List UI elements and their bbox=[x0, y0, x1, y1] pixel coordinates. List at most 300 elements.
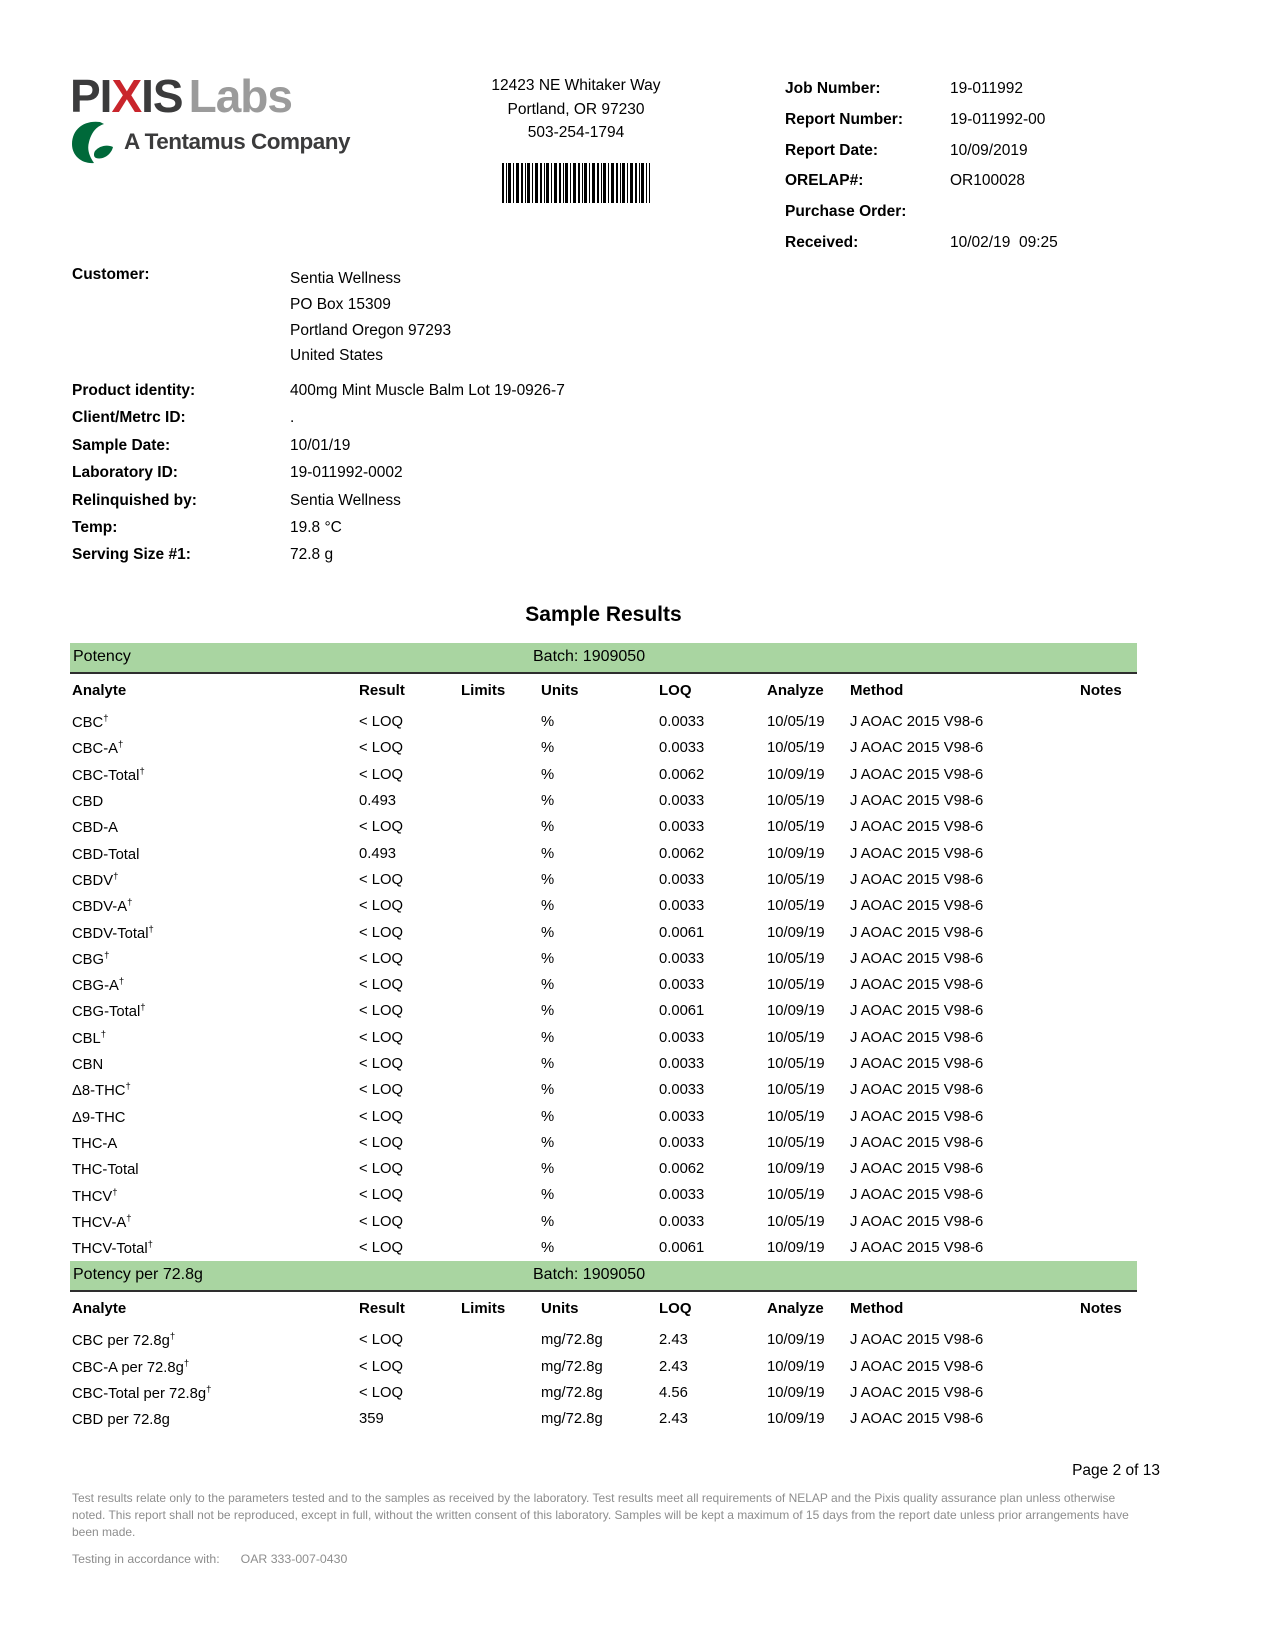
sample-info-value: 19-011992-0002 bbox=[290, 464, 403, 482]
sample-info-row bbox=[72, 459, 565, 486]
sample-info-row bbox=[72, 404, 565, 431]
cell-loq: 0.0061 bbox=[659, 1003, 705, 1020]
barcode-image bbox=[502, 163, 650, 203]
column-header-units: Units bbox=[541, 1300, 579, 1318]
table-row bbox=[70, 919, 1137, 945]
cell-analyte: CBD-A bbox=[72, 820, 119, 837]
customer-section bbox=[72, 266, 451, 369]
cell-result: < LOQ bbox=[359, 1056, 404, 1072]
cell-limits bbox=[461, 893, 541, 919]
cell-limits bbox=[461, 998, 541, 1024]
cell-loq: 0.0033 bbox=[659, 740, 705, 757]
cell-units: % bbox=[541, 1108, 555, 1125]
table-row bbox=[70, 1103, 1137, 1129]
cell-analyte: CBDV-Total† bbox=[72, 923, 154, 942]
cell-notes bbox=[1080, 972, 1137, 998]
cell-analyte: CBC-Total† bbox=[72, 765, 145, 784]
table-row bbox=[70, 762, 1137, 788]
cell-limits bbox=[461, 1327, 541, 1353]
sample-info-label: Serving Size #1: bbox=[72, 546, 191, 564]
potency-per-serving-batch-label: Batch: 1909050 bbox=[533, 1266, 646, 1284]
cell-analyte: CBD per 72.8g bbox=[72, 1412, 170, 1429]
cell-units: % bbox=[541, 1003, 555, 1020]
cell-loq: 2.43 bbox=[659, 1358, 688, 1375]
cell-method: J AOAC 2015 V98-6 bbox=[850, 1240, 984, 1257]
cell-result: < LOQ bbox=[359, 1332, 404, 1349]
report-info-row bbox=[785, 227, 1115, 258]
cell-loq: 0.0033 bbox=[659, 977, 705, 994]
cell-units: % bbox=[541, 845, 555, 862]
cell-units: mg/72.8g bbox=[541, 1358, 603, 1375]
cell-analyze: 10/09/19 bbox=[767, 1161, 825, 1178]
cell-result: < LOQ bbox=[359, 1108, 404, 1125]
cell-method: J AOAC 2015 V98-6 bbox=[850, 1187, 984, 1204]
column-header-method: Method bbox=[850, 1300, 904, 1318]
accordance-label: Testing in accordance with: bbox=[72, 1552, 220, 1566]
cell-method: J AOAC 2015 V98-6 bbox=[850, 766, 984, 783]
cell-analyze: 10/05/19 bbox=[767, 977, 825, 994]
cell-analyte: CBC per 72.8g† bbox=[72, 1331, 176, 1350]
logo-wordmark bbox=[70, 70, 350, 122]
cell-method: J AOAC 2015 V98-6 bbox=[850, 1056, 984, 1072]
potency-per-serving-table bbox=[70, 1292, 1137, 1432]
cell-analyte: CBDV-A† bbox=[72, 897, 133, 916]
logo-text-pi: PI bbox=[70, 70, 112, 122]
sample-info-value: 72.8 g bbox=[290, 546, 334, 564]
cell-units: % bbox=[541, 714, 555, 731]
column-header-loq: LOQ bbox=[659, 1300, 692, 1318]
cell-limits bbox=[461, 814, 541, 840]
cell-method: J AOAC 2015 V98-6 bbox=[850, 1029, 984, 1046]
cell-result: < LOQ bbox=[359, 1213, 404, 1230]
column-header-analyte: Analyte bbox=[72, 682, 127, 699]
cell-notes bbox=[1080, 1077, 1137, 1103]
cell-method: J AOAC 2015 V98-6 bbox=[850, 950, 984, 967]
report-info-row bbox=[785, 105, 1115, 136]
cell-method: J AOAC 2015 V98-6 bbox=[850, 1411, 984, 1428]
potency-batch-label: Batch: 1909050 bbox=[533, 648, 646, 665]
cell-method: J AOAC 2015 V98-6 bbox=[850, 1134, 984, 1151]
footnote-dagger: † bbox=[103, 713, 109, 725]
customer-address bbox=[290, 266, 451, 369]
cell-loq: 0.0033 bbox=[659, 1029, 705, 1046]
cell-analyze: 10/05/19 bbox=[767, 740, 825, 757]
cell-method: J AOAC 2015 V98-6 bbox=[850, 1161, 984, 1178]
cell-notes bbox=[1080, 735, 1137, 761]
potency-section-band bbox=[70, 643, 1137, 674]
logo-text-is: IS bbox=[141, 70, 183, 122]
table-row bbox=[70, 788, 1137, 814]
sample-info-value: 19.8 °C bbox=[290, 519, 342, 537]
footnote-dagger: † bbox=[112, 1186, 118, 1198]
cell-units: mg/72.8g bbox=[541, 1411, 603, 1428]
cell-analyze: 10/05/19 bbox=[767, 714, 825, 731]
tentamus-leaf-icon bbox=[70, 120, 114, 164]
logo-tagline bbox=[70, 120, 350, 164]
table-row bbox=[70, 1077, 1137, 1103]
table-row bbox=[70, 893, 1137, 919]
cell-analyte: CBL† bbox=[72, 1028, 107, 1047]
footnote-dagger: † bbox=[169, 1331, 176, 1343]
table-row bbox=[70, 1130, 1137, 1156]
report-info bbox=[785, 74, 1115, 258]
lab-address-line2: Portland, OR 97230 bbox=[507, 100, 645, 118]
cell-result: < LOQ bbox=[359, 924, 404, 941]
column-header-limits: Limits bbox=[461, 682, 506, 699]
cell-analyte: Δ8-THC† bbox=[72, 1081, 131, 1100]
customer-address-line: PO Box 15309 bbox=[290, 295, 391, 313]
report-info-value: 19-011992 bbox=[950, 80, 1023, 98]
cell-loq: 2.43 bbox=[659, 1332, 688, 1349]
cell-loq: 0.0033 bbox=[659, 1082, 705, 1099]
cell-method: J AOAC 2015 V98-6 bbox=[850, 793, 984, 810]
sample-info-label: Client/Metrc ID: bbox=[72, 409, 186, 427]
table-row bbox=[70, 1380, 1137, 1406]
cell-units: % bbox=[541, 898, 555, 915]
cell-analyze: 10/05/19 bbox=[767, 1213, 825, 1230]
lab-address-line3: 503-254-1794 bbox=[527, 124, 625, 141]
cell-loq: 2.43 bbox=[659, 1411, 688, 1428]
footnote-dagger: † bbox=[147, 1239, 153, 1251]
customer-address-line: Portland Oregon 97293 bbox=[290, 321, 452, 339]
cell-result: < LOQ bbox=[359, 1029, 404, 1046]
cell-units: % bbox=[541, 1240, 555, 1257]
table-row bbox=[70, 1025, 1137, 1051]
cell-limits bbox=[461, 840, 541, 866]
sample-info-row bbox=[72, 377, 565, 404]
cell-notes bbox=[1080, 1156, 1137, 1182]
report-info-value: 10/02/19 09:25 bbox=[950, 233, 1058, 251]
cell-result: < LOQ bbox=[359, 950, 404, 967]
cell-loq: 4.56 bbox=[659, 1384, 688, 1401]
cell-analyze: 10/05/19 bbox=[767, 898, 825, 915]
report-info-label: Job Number: bbox=[785, 80, 881, 98]
cell-notes bbox=[1080, 867, 1137, 893]
sample-results-section bbox=[70, 602, 1137, 1432]
table-row bbox=[70, 840, 1137, 866]
cell-notes bbox=[1080, 1380, 1137, 1406]
potency-band-title: Potency bbox=[73, 648, 131, 665]
cell-result: < LOQ bbox=[359, 871, 404, 888]
cell-analyte: CBC-Total per 72.8g† bbox=[72, 1384, 212, 1402]
column-header-analyte: Analyte bbox=[72, 1300, 127, 1318]
cell-analyze: 10/09/19 bbox=[767, 924, 825, 941]
cell-units: % bbox=[541, 950, 555, 967]
table-row bbox=[70, 998, 1137, 1024]
cell-loq: 0.0061 bbox=[659, 1240, 705, 1257]
cell-analyte: CBN bbox=[72, 1056, 104, 1073]
cell-loq: 0.0033 bbox=[659, 1108, 705, 1125]
cell-method: J AOAC 2015 V98-6 bbox=[850, 1358, 984, 1375]
cell-notes bbox=[1080, 1354, 1137, 1380]
cell-analyze: 10/09/19 bbox=[767, 1003, 825, 1020]
cell-analyze: 10/05/19 bbox=[767, 1187, 825, 1204]
cell-units: % bbox=[541, 1213, 555, 1230]
cell-method: J AOAC 2015 V98-6 bbox=[850, 1213, 984, 1230]
cell-loq: 0.0033 bbox=[659, 1213, 705, 1230]
cell-limits bbox=[461, 1354, 541, 1380]
report-info-label: Report Number: bbox=[785, 111, 903, 129]
cell-analyze: 10/05/19 bbox=[767, 1134, 825, 1151]
report-info-value: 19-011992-00 bbox=[950, 111, 1046, 129]
cell-analyte: Δ9-THC bbox=[72, 1109, 126, 1126]
cell-loq: 0.0033 bbox=[659, 950, 705, 967]
lab-address bbox=[440, 74, 712, 145]
cell-analyte: CBG† bbox=[72, 949, 110, 968]
cell-limits bbox=[461, 1051, 541, 1077]
cell-limits bbox=[461, 972, 541, 998]
cell-notes bbox=[1080, 1182, 1137, 1208]
cell-units: % bbox=[541, 1056, 555, 1072]
cell-analyze: 10/09/19 bbox=[767, 1332, 825, 1349]
column-header-result: Result bbox=[359, 1300, 405, 1318]
disclaimer-text: Test results relate only to the parameters tested and to the samples as received by the laboratory. Test results meet all requirements of NELAP and the Pixis quality assurance plan unless otherwise noted. This report shall not be reproduced, except in full, without the written consent of this laboratory. Samples will be kept a maximum of 15 days from the report date unless prior arrangements have been made. bbox=[72, 1491, 1129, 1540]
sample-info-label: Laboratory ID: bbox=[72, 464, 178, 482]
cell-analyze: 10/09/19 bbox=[767, 845, 825, 862]
cell-analyze: 10/09/19 bbox=[767, 1358, 825, 1375]
cell-result: < LOQ bbox=[359, 1384, 404, 1401]
potency-per-serving-band bbox=[70, 1261, 1137, 1292]
cell-result: < LOQ bbox=[359, 1003, 404, 1020]
page-number: Page 2 of 13 bbox=[1072, 1462, 1160, 1479]
column-header-notes: Notes bbox=[1080, 682, 1122, 699]
cell-result: < LOQ bbox=[359, 714, 404, 731]
cell-limits bbox=[461, 709, 541, 735]
cell-loq: 0.0062 bbox=[659, 845, 705, 862]
cell-result: 0.493 bbox=[359, 845, 397, 862]
cell-notes bbox=[1080, 998, 1137, 1024]
table-row bbox=[70, 1327, 1137, 1353]
table-row bbox=[70, 735, 1137, 761]
cell-result: < LOQ bbox=[359, 1187, 404, 1204]
potency-per-serving-band-title: Potency per 72.8g bbox=[73, 1266, 203, 1284]
footnote-dagger: † bbox=[118, 739, 124, 751]
cell-result: < LOQ bbox=[359, 1161, 404, 1178]
cell-analyze: 10/05/19 bbox=[767, 1029, 825, 1046]
report-info-value: OR100028 bbox=[950, 172, 1025, 190]
cell-method: J AOAC 2015 V98-6 bbox=[850, 1003, 984, 1020]
cell-method: J AOAC 2015 V98-6 bbox=[850, 898, 984, 915]
table-row bbox=[70, 946, 1137, 972]
cell-limits bbox=[461, 1235, 541, 1261]
table-row bbox=[70, 1156, 1137, 1182]
footnote-dagger: † bbox=[118, 976, 125, 988]
cell-method: J AOAC 2015 V98-6 bbox=[850, 714, 984, 731]
cell-analyte: CBC-A† bbox=[72, 739, 124, 758]
cell-units: % bbox=[541, 924, 555, 941]
cell-analyte: THCV-Total† bbox=[72, 1239, 153, 1258]
cell-analyte: CBDV† bbox=[72, 870, 119, 889]
footnote-dagger: † bbox=[139, 765, 145, 777]
report-info-label: ORELAP#: bbox=[785, 172, 864, 190]
cell-method: J AOAC 2015 V98-6 bbox=[850, 819, 984, 836]
cell-analyte: CBD-Total bbox=[72, 846, 140, 863]
sample-info-value: Sentia Wellness bbox=[290, 491, 401, 509]
footnote-dagger: † bbox=[127, 897, 133, 909]
cell-units: % bbox=[541, 793, 555, 810]
cell-result: < LOQ bbox=[359, 819, 404, 836]
footnote-dagger: † bbox=[113, 870, 119, 882]
footnote-dagger: † bbox=[140, 1002, 146, 1014]
cell-notes bbox=[1080, 1209, 1137, 1235]
cell-result: < LOQ bbox=[359, 1240, 404, 1257]
cell-limits bbox=[461, 788, 541, 814]
report-info-row bbox=[785, 166, 1115, 197]
cell-analyte: THCV† bbox=[72, 1186, 118, 1205]
report-info-row bbox=[785, 74, 1115, 105]
cell-units: % bbox=[541, 766, 555, 783]
cell-method: J AOAC 2015 V98-6 bbox=[850, 1082, 984, 1099]
cell-loq: 0.0033 bbox=[659, 1056, 705, 1072]
cell-analyte: THC-A bbox=[72, 1135, 118, 1152]
cell-units: % bbox=[541, 1187, 555, 1204]
cell-loq: 0.0033 bbox=[659, 1134, 705, 1151]
cell-limits bbox=[461, 1103, 541, 1129]
logo-text-x: X bbox=[111, 70, 142, 122]
sample-info-row bbox=[72, 514, 565, 541]
table-row bbox=[70, 1406, 1137, 1432]
footnote-dagger: † bbox=[104, 949, 110, 961]
sample-info-value: 10/01/19 bbox=[290, 436, 351, 454]
cell-limits bbox=[461, 1025, 541, 1051]
footnote-dagger: † bbox=[125, 1081, 131, 1093]
cell-notes bbox=[1080, 1103, 1137, 1129]
table-row bbox=[70, 972, 1137, 998]
cell-analyte: CBG-Total† bbox=[72, 1002, 146, 1021]
pixis-labs-logo bbox=[70, 70, 351, 164]
testing-accordance bbox=[72, 1552, 347, 1566]
cell-result: < LOQ bbox=[359, 1082, 404, 1099]
customer-label: Customer: bbox=[72, 266, 150, 283]
cell-analyze: 10/09/19 bbox=[767, 1240, 825, 1257]
cell-analyze: 10/05/19 bbox=[767, 1056, 825, 1072]
cell-analyze: 10/09/19 bbox=[767, 766, 825, 783]
logo-text-labs: Labs bbox=[188, 70, 292, 122]
column-header-analyze: Analyze bbox=[767, 1300, 824, 1318]
cell-units: mg/72.8g bbox=[541, 1384, 603, 1401]
cell-units: % bbox=[541, 1029, 555, 1046]
sample-info-label: Relinquished by: bbox=[72, 491, 197, 509]
sample-info-value: 400mg Mint Muscle Balm Lot 19-0926-7 bbox=[290, 382, 565, 399]
cell-limits bbox=[461, 1130, 541, 1156]
cell-analyte: CBD bbox=[72, 794, 104, 810]
report-info-label: Purchase Order: bbox=[785, 203, 907, 221]
cell-method: J AOAC 2015 V98-6 bbox=[850, 977, 984, 994]
column-header-analyze: Analyze bbox=[767, 682, 824, 699]
table-header-row bbox=[70, 1292, 1137, 1327]
table-row bbox=[70, 1235, 1137, 1261]
cell-loq: 0.0061 bbox=[659, 924, 705, 941]
sample-info-value: . bbox=[290, 409, 295, 427]
footnote-dagger: † bbox=[126, 1212, 132, 1224]
cell-result: < LOQ bbox=[359, 1134, 404, 1151]
cell-loq: 0.0033 bbox=[659, 714, 705, 731]
customer-address-line: United States bbox=[290, 347, 384, 365]
table-row bbox=[70, 1354, 1137, 1380]
cell-notes bbox=[1080, 840, 1137, 866]
cell-units: % bbox=[541, 740, 555, 757]
sample-info-section bbox=[72, 377, 565, 569]
cell-method: J AOAC 2015 V98-6 bbox=[850, 740, 984, 757]
cell-limits bbox=[461, 1406, 541, 1432]
cell-limits bbox=[461, 735, 541, 761]
cell-limits bbox=[461, 1077, 541, 1103]
cell-analyte: THC-Total bbox=[72, 1162, 139, 1179]
footnote-dagger: † bbox=[148, 923, 154, 935]
cell-notes bbox=[1080, 709, 1137, 735]
cell-analyte: CBC† bbox=[72, 713, 109, 732]
cell-limits bbox=[461, 762, 541, 788]
cell-analyze: 10/09/19 bbox=[767, 1384, 825, 1401]
cell-loq: 0.0062 bbox=[659, 766, 705, 783]
cell-result: < LOQ bbox=[359, 977, 404, 994]
column-header-method: Method bbox=[850, 682, 904, 699]
cell-notes bbox=[1080, 946, 1137, 972]
cell-analyte: THCV-A† bbox=[72, 1212, 132, 1231]
cell-loq: 0.0062 bbox=[659, 1161, 705, 1178]
cell-limits bbox=[461, 1209, 541, 1235]
accordance-value: OAR 333-007-0430 bbox=[240, 1552, 348, 1566]
column-header-loq: LOQ bbox=[659, 682, 692, 699]
cell-limits bbox=[461, 1156, 541, 1182]
cell-analyte: CBC-A per 72.8g† bbox=[72, 1357, 190, 1376]
cell-result: < LOQ bbox=[359, 766, 404, 783]
cell-result: < LOQ bbox=[359, 1358, 404, 1375]
sample-info-label: Sample Date: bbox=[72, 436, 171, 454]
table-row bbox=[70, 1209, 1137, 1235]
cell-result: 0.493 bbox=[359, 793, 397, 810]
table-row bbox=[70, 1182, 1137, 1208]
cell-method: J AOAC 2015 V98-6 bbox=[850, 845, 984, 862]
column-header-units: Units bbox=[541, 682, 579, 699]
cell-limits bbox=[461, 1380, 541, 1406]
footnote-dagger: † bbox=[183, 1357, 190, 1369]
cell-limits bbox=[461, 1182, 541, 1208]
cell-analyze: 10/05/19 bbox=[767, 1082, 825, 1099]
report-info-label: Received: bbox=[785, 233, 859, 251]
section-title: Sample Results bbox=[525, 603, 682, 626]
cell-units: % bbox=[541, 977, 555, 994]
sample-info-row bbox=[72, 487, 565, 514]
cell-notes bbox=[1080, 919, 1137, 945]
cell-units: % bbox=[541, 1082, 555, 1099]
cell-limits bbox=[461, 867, 541, 893]
cell-loq: 0.0033 bbox=[659, 898, 705, 915]
cell-notes bbox=[1080, 788, 1137, 814]
sample-info-label: Temp: bbox=[72, 519, 118, 537]
cell-result: < LOQ bbox=[359, 740, 404, 757]
cell-analyze: 10/05/19 bbox=[767, 871, 825, 888]
report-info-row bbox=[785, 135, 1115, 166]
table-row bbox=[70, 709, 1137, 735]
table-row bbox=[70, 867, 1137, 893]
cell-notes bbox=[1080, 762, 1137, 788]
sample-info-label: Product identity: bbox=[72, 382, 196, 399]
cell-units: % bbox=[541, 871, 555, 888]
cell-analyte: CBG-A† bbox=[72, 976, 125, 995]
cell-analyze: 10/09/19 bbox=[767, 1411, 825, 1428]
sample-info-row bbox=[72, 432, 565, 459]
cell-limits bbox=[461, 946, 541, 972]
report-info-row bbox=[785, 197, 1115, 228]
column-header-limits: Limits bbox=[461, 1300, 506, 1318]
cell-units: % bbox=[541, 819, 555, 836]
cell-method: J AOAC 2015 V98-6 bbox=[850, 1332, 984, 1349]
cell-units: mg/72.8g bbox=[541, 1332, 603, 1349]
table-header-row bbox=[70, 674, 1137, 709]
cell-analyze: 10/05/19 bbox=[767, 1108, 825, 1125]
footnote-dagger: † bbox=[206, 1384, 212, 1396]
